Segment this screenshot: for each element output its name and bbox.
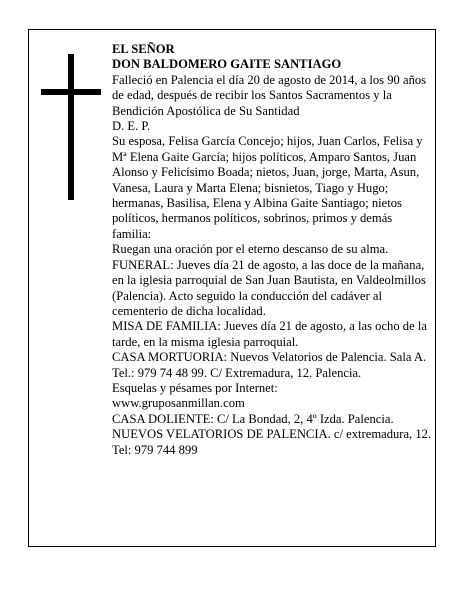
title-line-1: EL SEÑOR (112, 42, 175, 56)
internet-label: Esquelas y pésames por Internet: (112, 380, 278, 395)
dep-text: D. E. P. (112, 119, 151, 134)
obituary-text (112, 42, 434, 458)
death-paragraph: Falleció en Palencia el día 20 de agosto de 2014, a los 90 años de edad, después de recibir los Santos Sacramentos y la Bendición Apostólica de Su Santidad (112, 72, 427, 118)
velatorios-info: NUEVOS VELATORIOS DE PALENCIA. c/ extremadura, 12. Tel: 979 744 899 (112, 427, 432, 457)
family-mass-info: MISA DE FAMILIA: Jueves día 21 de agosto, a las ocho de la tarde, en la misma iglesia parroquial. (112, 319, 427, 349)
funeral-home-info: CASA MORTUORIA: Nuevos Velatorios de Palencia. Sala A. Tel.: 979 74 48 99. C/ Extremadura, 12. Palencia. (112, 350, 427, 380)
cross-vertical-bar (68, 54, 74, 200)
funeral-info: FUNERAL: Jueves día 21 de agosto, a las doce de la mañana, en la iglesia parroquial de San Juan Bautista, en Valdeolmillos (Palencia). Acto seguido la conducción del cadáver al cementerio de dicha localidad. (112, 257, 426, 318)
obituary-notice (28, 29, 436, 547)
deceased-name: DON BALDOMERO GAITE SANTIAGO (112, 57, 342, 72)
cross-horizontal-bar (41, 89, 101, 95)
family-paragraph: Su esposa, Felisa García Concejo; hijos, Juan Carlos, Felisa y Mª Elena Gaite García; hijos políticos, Amparo Santos, Juan Alonso y Felicísimo Boada; nietos, Juan, jorge, Marta, Asun, Vanesa, Laura y Marta Elena; bisnietos, Tiago y Hugo; hermanas, Basilisa, Elena y Albina Gaite Santiago; nietos políticos, hermanos políticos, sobrinos, primos y demás familia: (112, 134, 423, 241)
prayer-request: Ruegan una oración por el eterno descanso de su alma. (112, 242, 389, 257)
mourning-house-info: CASA DOLIENTE: C/ La Bondad, 2, 4º Izda. Palencia. (112, 411, 394, 426)
cross-icon (41, 54, 101, 200)
website-link: www.gruposanmillan.com (112, 396, 245, 411)
